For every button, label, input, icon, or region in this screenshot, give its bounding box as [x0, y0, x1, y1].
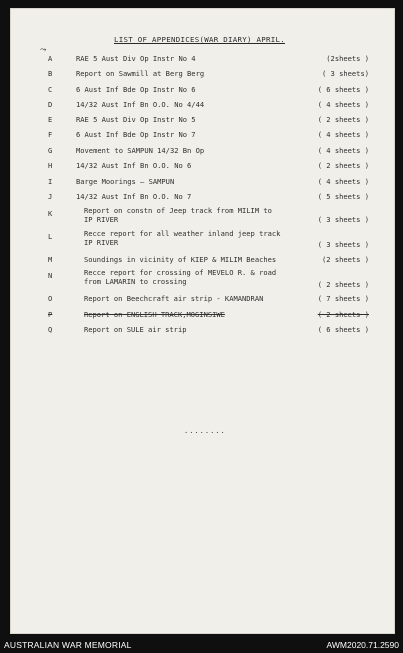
appendix-letter: D [48, 100, 53, 109]
appendix-row [10, 310, 395, 324]
appendix-row [10, 85, 395, 99]
appendix-letter: K [48, 209, 53, 218]
footer-institution: AUSTRALIAN WAR MEMORIAL [4, 640, 132, 650]
appendix-letter: N [48, 271, 53, 280]
appendix-row [10, 255, 395, 269]
appendix-letter: I [48, 177, 53, 186]
appendix-row [10, 325, 395, 339]
appendix-letter: H [48, 161, 53, 170]
appendix-sheets: ( 6 sheets ) [317, 325, 369, 334]
appendix-sheets: ( 4 sheets ) [317, 100, 369, 109]
appendix-description: 14/32 Aust Inf Bn O.O. No 7 [76, 192, 192, 201]
appendix-row [10, 115, 395, 129]
appendix-description: RAE 5 Aust Div Op Instr No 4 [76, 54, 196, 63]
end-marker: ........ [184, 427, 226, 435]
appendix-letter: G [48, 146, 53, 155]
appendix-row [10, 100, 395, 114]
appendix-sheets: ( 2 sheets ) [317, 310, 369, 319]
appendix-letter: P [48, 310, 53, 319]
appendix-row [10, 192, 395, 206]
margin-mark: ⤳ [40, 45, 47, 54]
appendix-sheets: ( 4 sheets ) [317, 130, 369, 139]
appendix-description: Recce report for all weather inland jeep track IP RIVER [84, 229, 281, 247]
appendix-row [10, 177, 395, 191]
appendix-row [10, 206, 395, 231]
appendix-description: Report on ENGLISH TRACK,MOGINSIWE [84, 310, 225, 319]
appendix-sheets: ( 2 sheets ) [317, 280, 369, 289]
appendix-row [10, 69, 395, 83]
appendix-sheets: ( 4 sheets ) [317, 146, 369, 155]
appendix-description: Report on Beechcraft air strip - KAMANDRAN [84, 294, 264, 303]
appendix-letter: F [48, 130, 53, 139]
appendix-sheets: ( 2 sheets ) [317, 161, 369, 170]
document-title: LIST OF APPENDICES(WAR DIARY) APRIL. [114, 35, 285, 44]
appendix-letter: L [48, 232, 53, 241]
appendix-description: Report on constn of Jeep track from MILIM to IP RIVER [84, 206, 272, 224]
appendix-sheets: ( 2 sheets ) [317, 115, 369, 124]
appendix-row [10, 294, 395, 308]
appendix-letter: C [48, 85, 53, 94]
appendix-sheets: ( 3 sheets ) [317, 240, 369, 249]
appendix-description: Report on SULE air strip [84, 325, 187, 334]
appendix-description: Soundings in vicinity of KIEP & MILIM Beaches [84, 255, 277, 264]
appendix-letter: E [48, 115, 53, 124]
document-page [10, 8, 395, 634]
appendix-sheets: ( 7 sheets ) [317, 294, 369, 303]
appendix-description: RAE 5 Aust Div Op Instr No 5 [76, 115, 196, 124]
appendix-description: 14/32 Aust Inf Bn O.O. No 6 [76, 161, 192, 170]
appendix-row [10, 161, 395, 175]
appendix-sheets: (2 sheets ) [322, 255, 369, 264]
appendix-description: Movement to SAMPUN 14/32 Bn Op [76, 146, 205, 155]
appendix-letter: J [48, 192, 53, 201]
appendix-description: 6 Aust Inf Bde Op Instr No 7 [76, 130, 196, 139]
appendix-description: 14/32 Aust Inf Bn O.O. No 4/44 [76, 100, 205, 109]
appendix-sheets: ( 4 sheets ) [317, 177, 369, 186]
appendix-sheets: ( 5 sheets ) [317, 192, 369, 201]
appendix-sheets: (2sheets ) [326, 54, 369, 63]
footer-accession-number: AWM2020.71.2590 [326, 640, 399, 650]
appendix-letter: M [48, 255, 53, 264]
appendix-description: Report on Sawmill at Berg Berg [76, 69, 205, 78]
appendix-row [10, 146, 395, 160]
appendix-description: 6 Aust Inf Bde Op Instr No 6 [76, 85, 196, 94]
appendix-sheets: ( 3 sheets) [322, 69, 369, 78]
appendix-sheets: ( 6 sheets ) [317, 85, 369, 94]
appendix-letter: O [48, 294, 53, 303]
appendix-letter: Q [48, 325, 53, 334]
footer-bar [0, 640, 403, 653]
appendix-row [10, 54, 395, 68]
appendix-letter: A [48, 54, 53, 63]
appendix-description: Recce report for crossing of MEVELO R. & road from LAMARIN to crossing [84, 268, 277, 286]
appendix-row [10, 268, 395, 293]
appendix-row [10, 130, 395, 144]
appendix-sheets: ( 3 sheets ) [317, 215, 369, 224]
appendix-letter: B [48, 69, 53, 78]
appendix-row [10, 229, 395, 254]
appendix-description: Barge Moorings – SAMPUN [76, 177, 175, 186]
